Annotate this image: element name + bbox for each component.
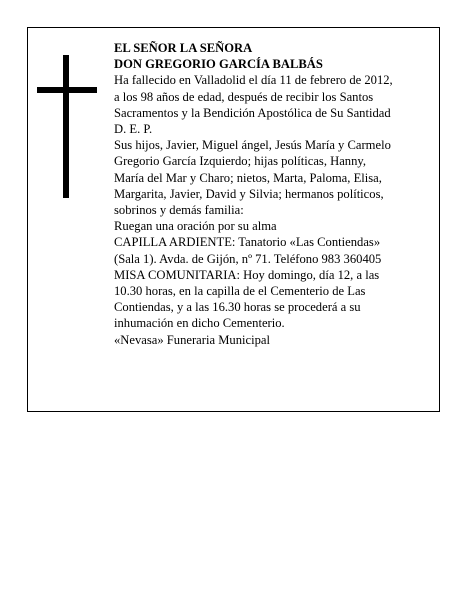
notice-line: (Sala 1). Avda. de Gijón, nº 71. Teléfono 983 360405 xyxy=(114,251,382,266)
notice-text xyxy=(114,40,418,348)
notice-line: Ruegan una oración por su alma xyxy=(114,219,277,234)
notice-line: 10.30 horas, en la capilla de el Cementerio de Las xyxy=(114,284,366,299)
notice-line: Contiendas, y a las 16.30 horas se procederá a su xyxy=(114,300,361,315)
notice-line: MISA COMUNITARIA: Hoy domingo, día 12, a las xyxy=(114,267,380,282)
notice-line: Ha fallecido en Valladolid el día 11 de febrero de 2012, xyxy=(114,73,393,88)
notice-line: Gregorio García Izquierdo; hijas políticas, Hanny, xyxy=(114,154,367,169)
notice-header-line-1: EL SEÑOR LA SEÑORA xyxy=(114,41,253,55)
notice-line: Margarita, Javier, David y Silvia; hermanos políticos, xyxy=(114,186,384,201)
notice-line: D. E. P. xyxy=(114,122,153,137)
notice-line: Sus hijos, Javier, Miguel ángel, Jesús María y Carmelo xyxy=(114,138,391,153)
cross-vertical-bar xyxy=(63,55,69,198)
notice-line: María del Mar y Charo; nietos, Marta, Paloma, Elisa, xyxy=(114,170,382,185)
cross-horizontal-bar xyxy=(37,87,97,93)
notice-line: CAPILLA ARDIENTE: Tanatorio «Las Contiendas» xyxy=(114,235,381,250)
notice-line: sobrinos y demás familia: xyxy=(114,203,244,218)
notice-line: Sacramentos y la Bendición Apostólica de Su Santidad xyxy=(114,105,391,120)
cross-icon xyxy=(37,55,97,198)
deceased-name: DON GREGORIO GARCÍA BALBÁS xyxy=(114,57,323,72)
notice-line: a los 98 años de edad, después de recibir los Santos xyxy=(114,89,374,104)
notice-line: «Nevasa» Funeraria Municipal xyxy=(114,332,270,347)
notice-line: inhumación en dicho Cementerio. xyxy=(114,316,285,331)
